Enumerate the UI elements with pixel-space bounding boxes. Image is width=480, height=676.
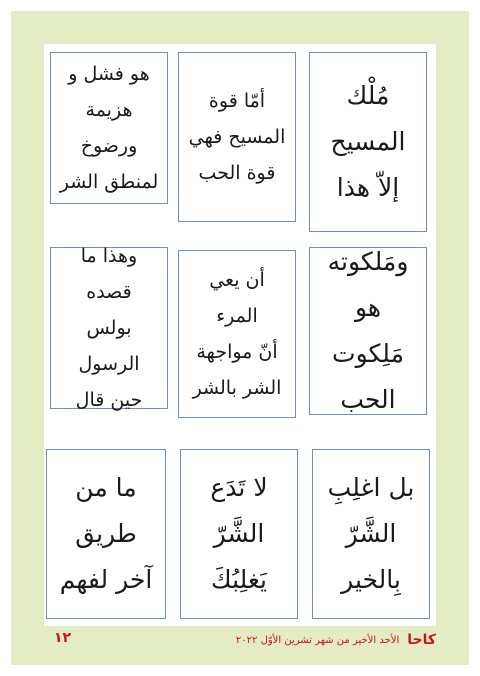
- verse-text: مُلْك المسيح إلاّ هذا: [330, 81, 406, 202]
- verse-text: ما من طريق آخر لفهم: [59, 473, 153, 594]
- verse-text: لا تَدَع الشَّرّ يَغلِبُكَ: [210, 473, 268, 594]
- issue-date: الأحد الأخير من شهر تشرين الأوّل ٢٠٢٢: [235, 634, 400, 646]
- verse-card: [50, 52, 168, 204]
- page-number: ١٢: [54, 630, 72, 646]
- verse-card: [178, 52, 296, 222]
- verse-text: وهذا ما قصده بولس الرسول حين قال: [75, 245, 143, 411]
- verse-text: بل اغلِبِ الشَّرّ بِالخير: [327, 473, 415, 594]
- verse-card: [309, 52, 427, 232]
- magazine-logo: كاحا: [407, 632, 436, 648]
- verse-card: [312, 449, 430, 619]
- verse-card: [50, 247, 168, 409]
- verse-card: [180, 449, 298, 619]
- page-footer: [44, 630, 436, 650]
- verse-text: هو فشل و هزيمة ورضوخ لمنطق الشر: [59, 63, 159, 193]
- verse-text: أمّا قوة المسيح فهي قوة الحب: [188, 90, 286, 184]
- verse-card: [309, 247, 427, 415]
- verse-card: [46, 449, 166, 619]
- verse-card: [178, 250, 296, 418]
- verse-text: ومَلكوته هو مَلِكوت الحب: [327, 247, 409, 414]
- verse-text: أن يعي المرء أنّ مواجهة الشر بالشر: [192, 269, 282, 399]
